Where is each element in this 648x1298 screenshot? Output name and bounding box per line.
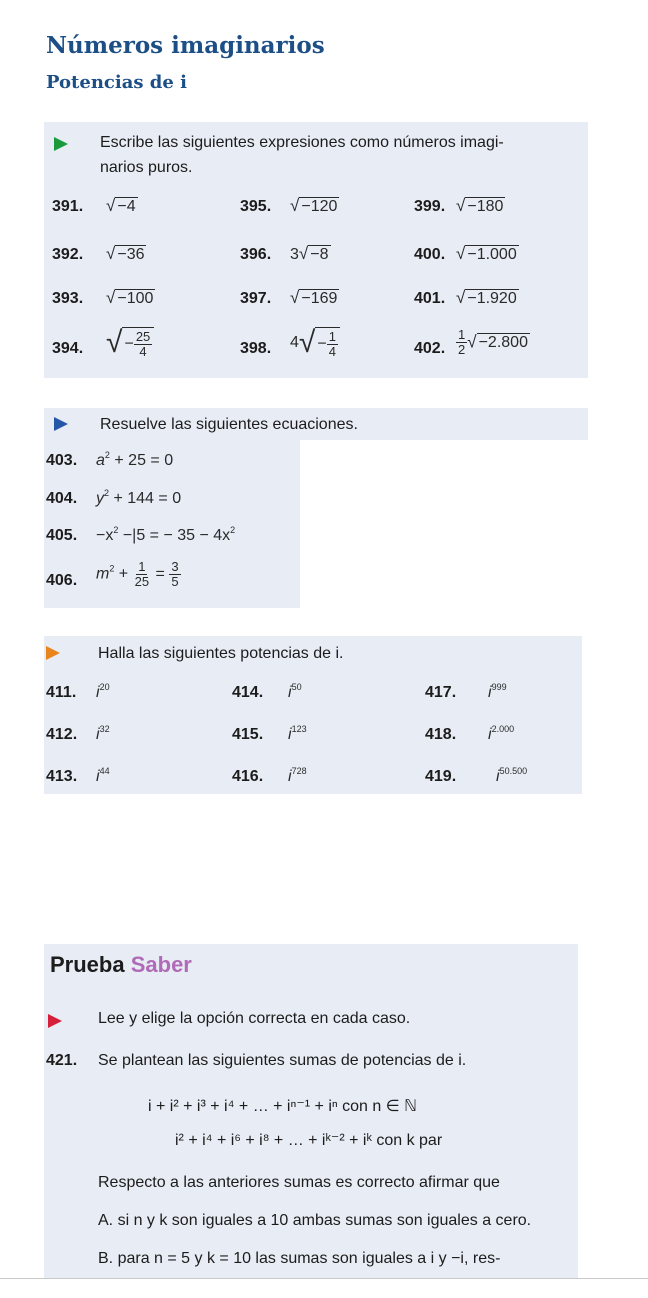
radicand: −1.000 — [467, 246, 517, 263]
fraction-sign: − — [124, 335, 134, 353]
radicand: −180 — [467, 198, 504, 215]
exercise-expression: √ − $\frac{25}{4}$ — [106, 326, 154, 360]
equation-rest: + 25 = 0 — [114, 452, 174, 469]
respecto-text: Respecto a las anteriores sumas es correcto afirmar que — [98, 1174, 500, 1191]
exercise-expression: √ −4 — [106, 196, 136, 215]
coefficient: 4 — [290, 334, 299, 351]
fraction-numerator: 3 — [171, 559, 179, 574]
fraction-denominator: 4 — [328, 344, 336, 359]
exponent: 728 — [291, 766, 307, 776]
power-expression: $i^{2.000}$ — [488, 724, 515, 743]
triangle-bullet-icon — [54, 417, 68, 431]
exercise-number: 391. — [52, 198, 84, 215]
exercise-number: 402. — [414, 340, 446, 357]
saber-label: Saber — [130, 952, 192, 977]
exercise-number: 412. — [46, 726, 78, 743]
exponent: 2 — [113, 525, 119, 535]
equation — [96, 527, 235, 545]
radicand: −120 — [301, 198, 338, 215]
instruction-sqrt-line2: narios puros. — [100, 159, 193, 176]
coefficient-fraction — [456, 328, 467, 357]
equation — [96, 560, 181, 589]
exercise-number: 411. — [46, 684, 77, 701]
equation-variable: y — [96, 490, 104, 507]
power-expression: $i^{32}$ — [96, 724, 110, 743]
exercise-expression: √ −180 — [456, 196, 504, 215]
fraction-sign: − — [317, 335, 327, 353]
instruction-sqrt-line1: Escribe las siguientes expresiones como números imagi- — [100, 134, 504, 151]
exponent: 44 — [99, 766, 110, 776]
exercise-number: 396. — [240, 246, 272, 263]
power-expression: $i^{50.500}$ — [496, 766, 528, 785]
exponent: 2 — [109, 563, 115, 574]
equation — [96, 452, 173, 470]
equation-rest: −|5 = − 35 − 4x — [122, 527, 231, 544]
exponent: 2 — [104, 488, 110, 498]
triangle-bullet-icon — [48, 1014, 62, 1028]
radicand: −2.800 — [478, 333, 528, 351]
equation-variable: m — [96, 565, 110, 583]
power-expression: $i^{50}$ — [288, 682, 302, 701]
instruction-prueba: Lee y elige la opción correcta en cada caso. — [98, 1010, 411, 1027]
exercise-number: 399. — [414, 198, 446, 215]
question-text: Se plantean las siguientes sumas de potencias de i. — [98, 1052, 467, 1069]
exercise-number: 403. — [46, 452, 78, 469]
power-expression: $i^{44}$ — [96, 766, 110, 785]
power-expression: $i^{123}$ — [288, 724, 307, 743]
exercise-expression: √ −1.920 — [456, 288, 517, 307]
exponent: 2 — [230, 525, 236, 535]
fraction — [169, 560, 180, 589]
radicand: −8 — [310, 246, 329, 263]
exercise-number: 404. — [46, 490, 78, 507]
exercise-expression: 3√ −8 — [290, 244, 329, 263]
fraction-numerator: 1 — [458, 327, 466, 342]
equation — [96, 490, 181, 508]
exponent: 123 — [291, 724, 307, 734]
power-expression: $i^{728}$ — [288, 766, 307, 785]
prueba-label: Prueba — [50, 952, 125, 977]
exponent: 20 — [99, 682, 110, 692]
page-subtitle: Potencias de i — [46, 72, 187, 93]
exercise-number: 415. — [232, 726, 264, 743]
exercise-number: 395. — [240, 198, 272, 215]
option-b[interactable]: B. para n = 5 y k = 10 las sumas son iguales a i y −i, res- — [98, 1250, 501, 1267]
fraction-denominator: 4 — [139, 344, 147, 359]
exercise-number: 405. — [46, 527, 78, 544]
exercise-number: 393. — [52, 290, 84, 307]
exercise-number: 397. — [240, 290, 272, 307]
sum-expression-1: i + i² + i³ + i⁴ + … + iⁿ⁻¹ + iⁿ con n ∈ ℕ — [148, 1098, 417, 1115]
prueba-saber-title — [50, 952, 192, 978]
fraction — [133, 560, 151, 589]
fraction — [134, 330, 152, 359]
power-expression: $i^{999}$ — [488, 682, 507, 701]
fraction-numerator: 1 — [328, 329, 336, 344]
fraction-numerator: 1 — [138, 559, 146, 574]
bottom-divider — [0, 1278, 648, 1279]
radicand: −4 — [117, 198, 136, 215]
instruction-equations: Resuelve las siguientes ecuaciones. — [100, 416, 358, 433]
exponent: 2 — [104, 450, 110, 460]
exercise-expression: √ −169 — [290, 288, 338, 307]
exercise-expression: √ −36 — [106, 244, 145, 263]
exponent: 50.500 — [499, 766, 528, 776]
plus-sign: + — [118, 565, 129, 583]
sum-expression-2: i² + i⁴ + i⁶ + i⁸ + … + iᵏ⁻² + iᵏ con k par — [175, 1132, 443, 1149]
exercise-number: 413. — [46, 768, 78, 785]
exercise-number: 401. — [414, 290, 446, 307]
exercise-number: 416. — [232, 768, 264, 785]
exercise-number: 417. — [425, 684, 457, 701]
radicand: −36 — [117, 246, 145, 263]
equation-lead: −x — [96, 527, 114, 544]
exercise-number: 414. — [232, 684, 264, 701]
fraction — [327, 330, 338, 359]
exercise-expression: $\frac{1}{2}$ √ −2.800 — [458, 327, 528, 357]
exponent: 999 — [491, 682, 507, 692]
instruction-powers: Halla las siguientes potencias de i. — [98, 645, 344, 662]
exercise-expression: 4√ − $\frac{1}{4}$ — [290, 326, 340, 360]
exercise-expression: √ −100 — [106, 288, 154, 307]
exercise-expression: √ −1.000 — [456, 244, 517, 263]
equals-sign: = — [155, 565, 165, 583]
exercise-number: 406. — [46, 572, 78, 589]
fraction-numerator: 25 — [135, 329, 151, 344]
option-a[interactable]: A. si n y k son iguales a 10 ambas sumas son iguales a cero. — [98, 1212, 532, 1229]
exponent: 32 — [99, 724, 110, 734]
exercise-expression: √ −120 — [290, 196, 338, 215]
exercise-number: 394. — [52, 340, 84, 357]
radicand: −100 — [117, 290, 154, 307]
coefficient: 3 — [290, 246, 299, 263]
equation-rest: + 144 = 0 — [113, 490, 182, 507]
radicand: −1.920 — [467, 290, 517, 307]
exercise-number: 418. — [425, 726, 457, 743]
exercise-number: 400. — [414, 246, 446, 263]
radicand: −169 — [301, 290, 338, 307]
exercise-number: 419. — [425, 768, 457, 785]
power-expression: $i^{20}$ — [96, 682, 110, 701]
triangle-bullet-icon — [46, 646, 60, 660]
exercise-number: 392. — [52, 246, 84, 263]
question-number: 421. — [46, 1052, 78, 1069]
triangle-bullet-icon — [54, 137, 68, 151]
page-title: Números imaginarios — [46, 32, 325, 59]
fraction-denominator: 25 — [134, 574, 150, 589]
equation-variable: a — [96, 452, 105, 469]
exponent: 50 — [291, 682, 302, 692]
exercise-number: 398. — [240, 340, 272, 357]
fraction-denominator: 5 — [171, 574, 179, 589]
exponent: 2.000 — [491, 724, 515, 734]
fraction-denominator: 2 — [458, 342, 466, 357]
